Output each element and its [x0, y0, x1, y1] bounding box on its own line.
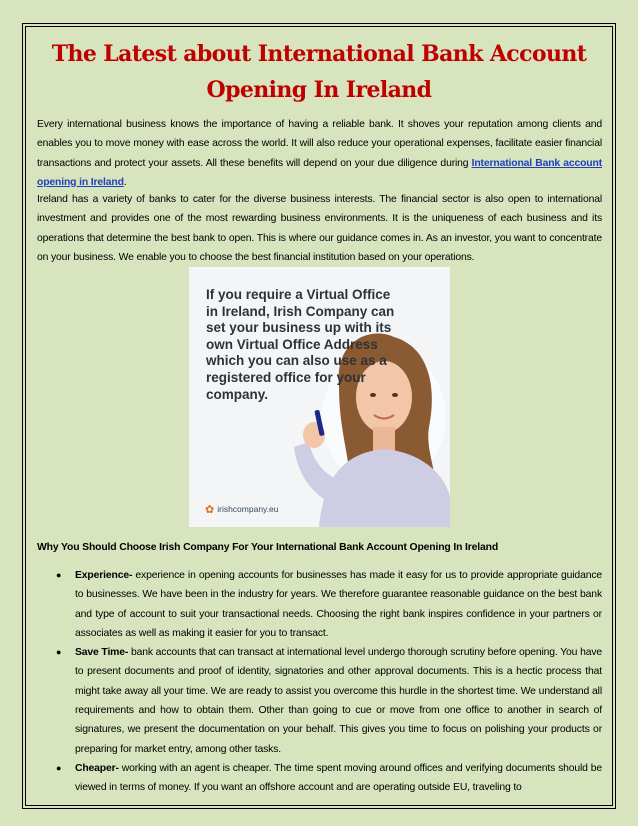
second-paragraph: Ireland has a variety of banks to cater for the diverse business interests. The financial sector is also open to international investment and provides one of the most rewarding business environments. It is the uniqueness of each business and its operations that determine the best bank to open. This is where our guidance comes in. As an investor, you want to concentrate on your business. We enable you to choose the best financial institution based on your operations. — [37, 194, 602, 263]
intro-paragraph — [37, 115, 602, 192]
bullet-text: bank accounts that can transact at international level undergo thorough scrutiny before opening. You have to present documents and proof of identity, signatories and other approval documents. This is a hectic process that might take away all your time. We are ready to assist you overcome this hurdle in the shortest time. We understand all requirements and how to obtain them. Other than going to cue or move from one office to another in search of signatures, we present the documentation on your behalf. This gives you time to focus on polishing your products or preparing for market entry, among other tasks. — [75, 647, 603, 755]
bullet-icon: ● — [56, 647, 62, 658]
bullet-text: experience in opening accounts for businesses has made it easy for us to provide appropriate guidance to businesses. We have been in the industry for years. We therefore guarantee reasonable guidance on the best bank and type of account to suit your transactional needs. Choosing the right bank inspires confidence in your partners or associates as well as making it easier for you to transact. — [75, 570, 602, 639]
irishcompany-logo — [205, 503, 278, 516]
bullet-text: working with an agent is cheaper. The time spent moving around offices and verifying documents should be viewed in terms of money. If you want an offshore account and are operating outside EU, traveling to — [75, 762, 602, 794]
section-heading: Why You Should Choose Irish Company For Your International Bank Account Opening In Ireland — [37, 542, 499, 553]
bullet-icon: ● — [56, 570, 62, 580]
intro-text: Every international business knows the importance of having a reliable bank. It shoves your reputation among clients and enables you to move money with ease across the world. It will also reduce your operational expenses, facilitate easier financial transactions and protect your assets. All these benefits will depend on your due diligence during — [37, 119, 602, 169]
logo-text: irishcompany.eu — [217, 504, 279, 514]
ad-headline: If you require a Virtual Office in Ireland, Irish Company can set your business up with its own Virtual Office Address which you can also use as a registered office for your company. — [206, 287, 395, 402]
list-item — [37, 759, 602, 798]
list-item — [37, 566, 602, 643]
bullet-label: Cheaper- — [75, 762, 119, 774]
bullet-icon: ● — [56, 762, 62, 773]
list-item — [37, 643, 602, 759]
page-title: The Latest about International Bank Account Opening In Ireland — [51, 41, 587, 103]
benefits-list — [37, 566, 602, 798]
logo-mark-icon: ✿ — [205, 504, 215, 516]
bank-account-link[interactable]: International Bank account opening in Ireland — [37, 157, 603, 188]
bullet-label: Save Time- — [75, 647, 129, 659]
bullet-label: Experience- — [75, 570, 133, 581]
intro-end: . — [123, 176, 127, 188]
virtual-office-ad-image — [189, 267, 450, 527]
